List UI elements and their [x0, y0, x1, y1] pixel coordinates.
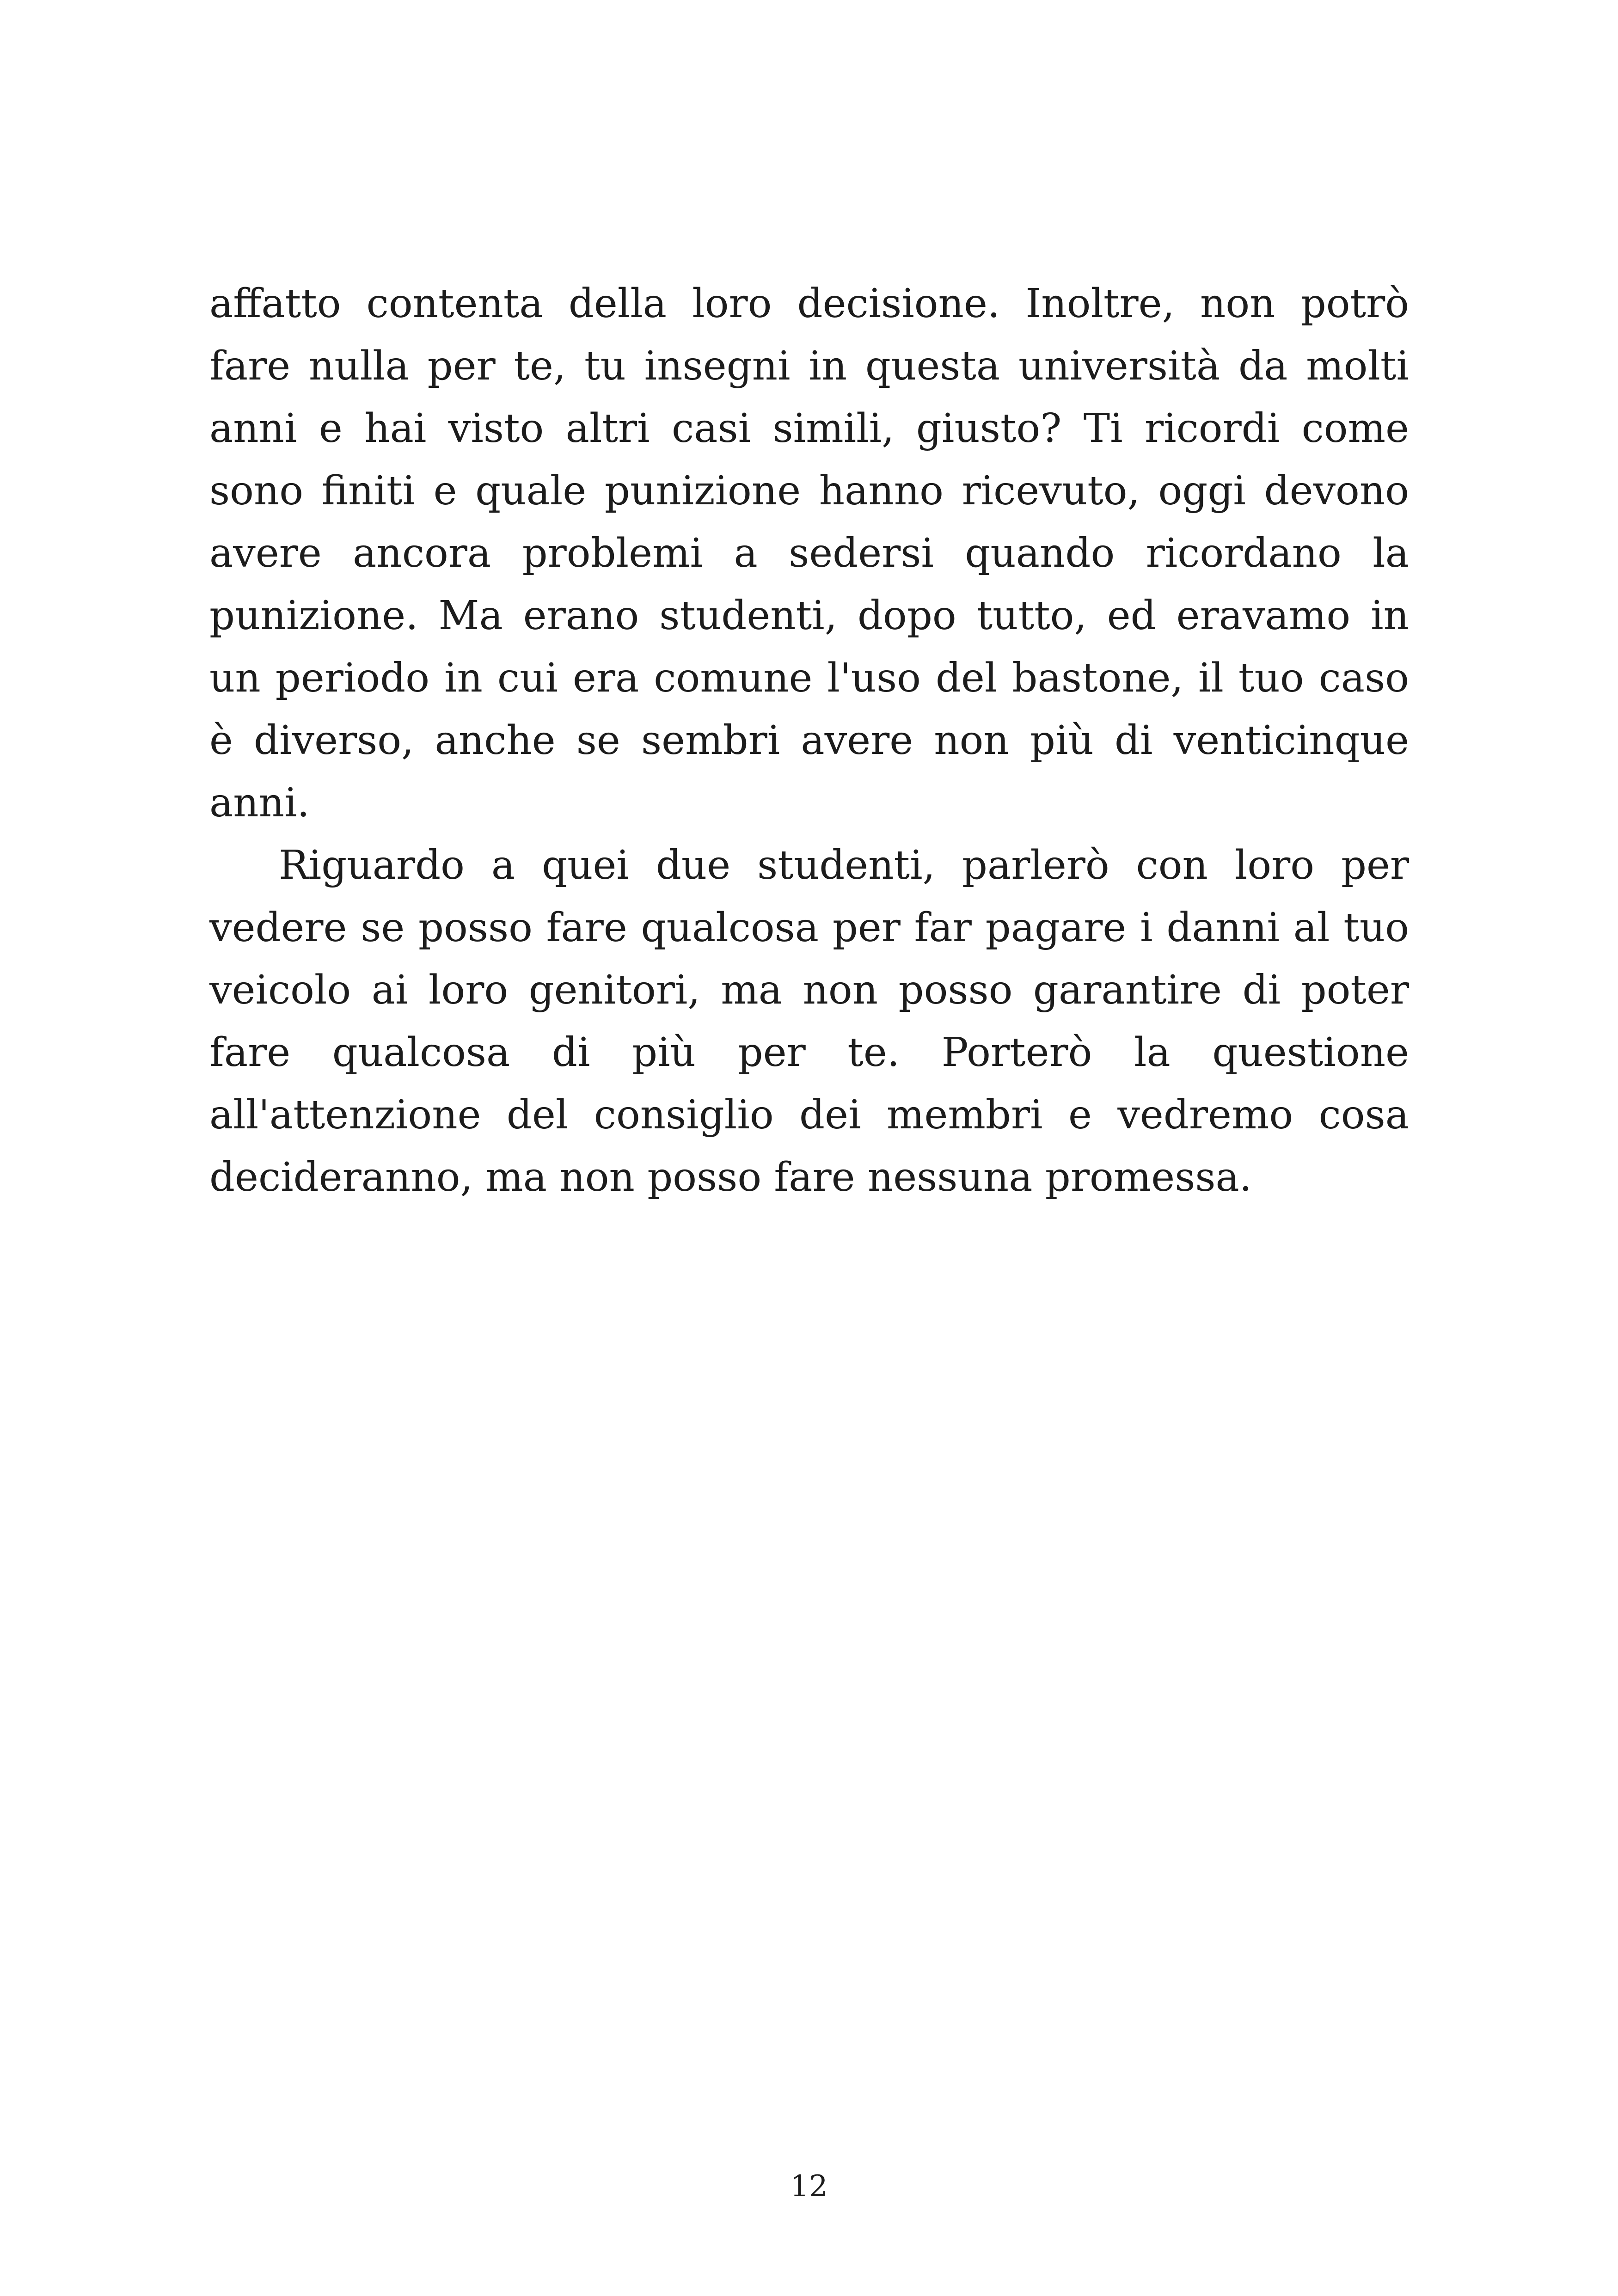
body-text — [209, 273, 1409, 1209]
page-number: 12 — [790, 2169, 828, 2204]
paragraph-continued: affatto contenta della loro decisione. Inoltre, non potrò fare nulla per te, tu insegni in questa università da molti anni e hai visto altri casi simili, giusto? Ti ricordi come sono finiti e quale punizione hanno ricevuto, oggi devono avere ancora problemi a sedersi quando ricordano la punizione. Ma erano studenti, dopo tutto, ed eravamo in un periodo in cui era comune l'uso del bastone, il tuo caso è diverso, anche se sembri avere non più di venticinque anni. — [209, 281, 1409, 826]
paragraph: Riguardo a quei due studenti, parlerò con loro per vedere se posso fare qualcosa per far pagare i danni al tuo veicolo ai loro genitori, ma non posso garantire di poter fare qualcosa di più per te. Porterò la questione all'attenzione del consiglio dei membri e vedremo cosa decideranno, ma non posso fare nessuna promessa. — [209, 842, 1409, 1200]
